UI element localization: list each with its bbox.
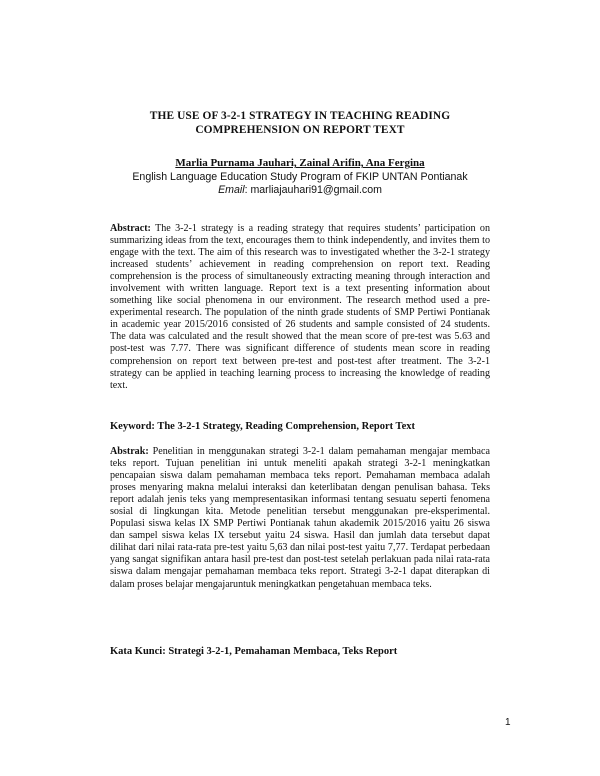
keyword-line: Keyword: The 3-2-1 Strategy, Reading Comprehension, Report Text xyxy=(110,421,415,432)
email-line xyxy=(110,183,490,197)
title-line-1: THE USE OF 3-2-1 STRATEGY IN TEACHING READING xyxy=(149,110,451,122)
abstract-text: The 3-2-1 strategy is a reading strategy that requires students’ participation on summarizing ideas from the text, encourages them to think independently, and invites them to engage with the text. The aim of this research was to investigated whether the 3-2-1 strategy increased students’ achievement in reading comprehension on report text. Reading comprehension is the process of simultaneously extracting meaning through interaction and involvement with written language. Report text is a text presenting information about something like social phenomena in our environment. The research method used a pre-experimental research. The population of the ninth grade students of SMP Pertiwi Pontianak in academic year 2015/2016 consisted of 26 students and sample consisted of 24 students. The data was calculated and the result showed that the mean score of pre-test was 5.63 and post-test was 7.77. There was significant difference of students mean score in reading comprehension on report text between pre-test and post-test after treatment. The 3-2-1 strategy can be applied in teaching learning process to increasing the knowledge of reading text. xyxy=(110,223,490,391)
abstract-label: Abstract: xyxy=(110,223,151,234)
email-label: Email xyxy=(218,184,245,196)
abstrak-paragraph xyxy=(110,446,490,591)
page-number: 1 xyxy=(505,717,511,728)
abstract-paragraph xyxy=(110,223,490,392)
abstrak-text: Penelitian in menggunakan strategi 3-2-1 dalam pemahaman mengajar membaca teks report. Tujuan penelitian ini untuk meneliti apakah strategi 3-2-1 meningkatkan pencapaian siswa dalam pemahaman membaca teks report. Pemahaman membaca adalah proses menyaring makna melalui interaksi dan keterlibatan dengan penulisan bahasa. Teks report adalah jenis teks yang mempresentasikan informasi tentang sesuatu seperti fenomena sosial di lingkungan kita. Metode penelitian tersebut menggunakan pre-eksperimental. Populasi siswa kelas IX SMP Pertiwi Pontianak tahun akademik 2015/2016 yaitu 26 siswa dan sampel siswa kelas IX tersebut yaitu 24 siswa. Hasil dan jumlah data tersebut dapat dilihat dari nilai rata-rata pre-test yaitu 5,63 dan nilai post-test yaitu 7,77. Terdapat perbedaan yang sangat signifikan antara hasil pre-test dan post-test setelah perlakuan pada nilai rata-rata siswa dalam mengajar pemahaman membaca teks report. Strategi 3-2-1 dapat diterapkan di dalam proses belajar mengajaruntuk meningkatkan pengetahuan membaca teks. xyxy=(110,446,490,590)
title-line-2: COMPREHENSION ON REPORT TEXT xyxy=(195,124,405,136)
affiliation: English Language Education Study Program of FKIP UNTAN Pontianak xyxy=(132,171,468,183)
kata-kunci-line: Kata Kunci: Strategi 3-2-1, Pemahaman Membaca, Teks Report xyxy=(110,646,398,657)
author-list: Marlia Purnama Jauhari, Zainal Arifin, Ana Fergina xyxy=(175,157,425,169)
email-value: : marliajauhari91@gmail.com xyxy=(244,184,382,196)
abstrak-label: Abstrak: xyxy=(110,446,149,457)
paper-title xyxy=(110,109,490,137)
